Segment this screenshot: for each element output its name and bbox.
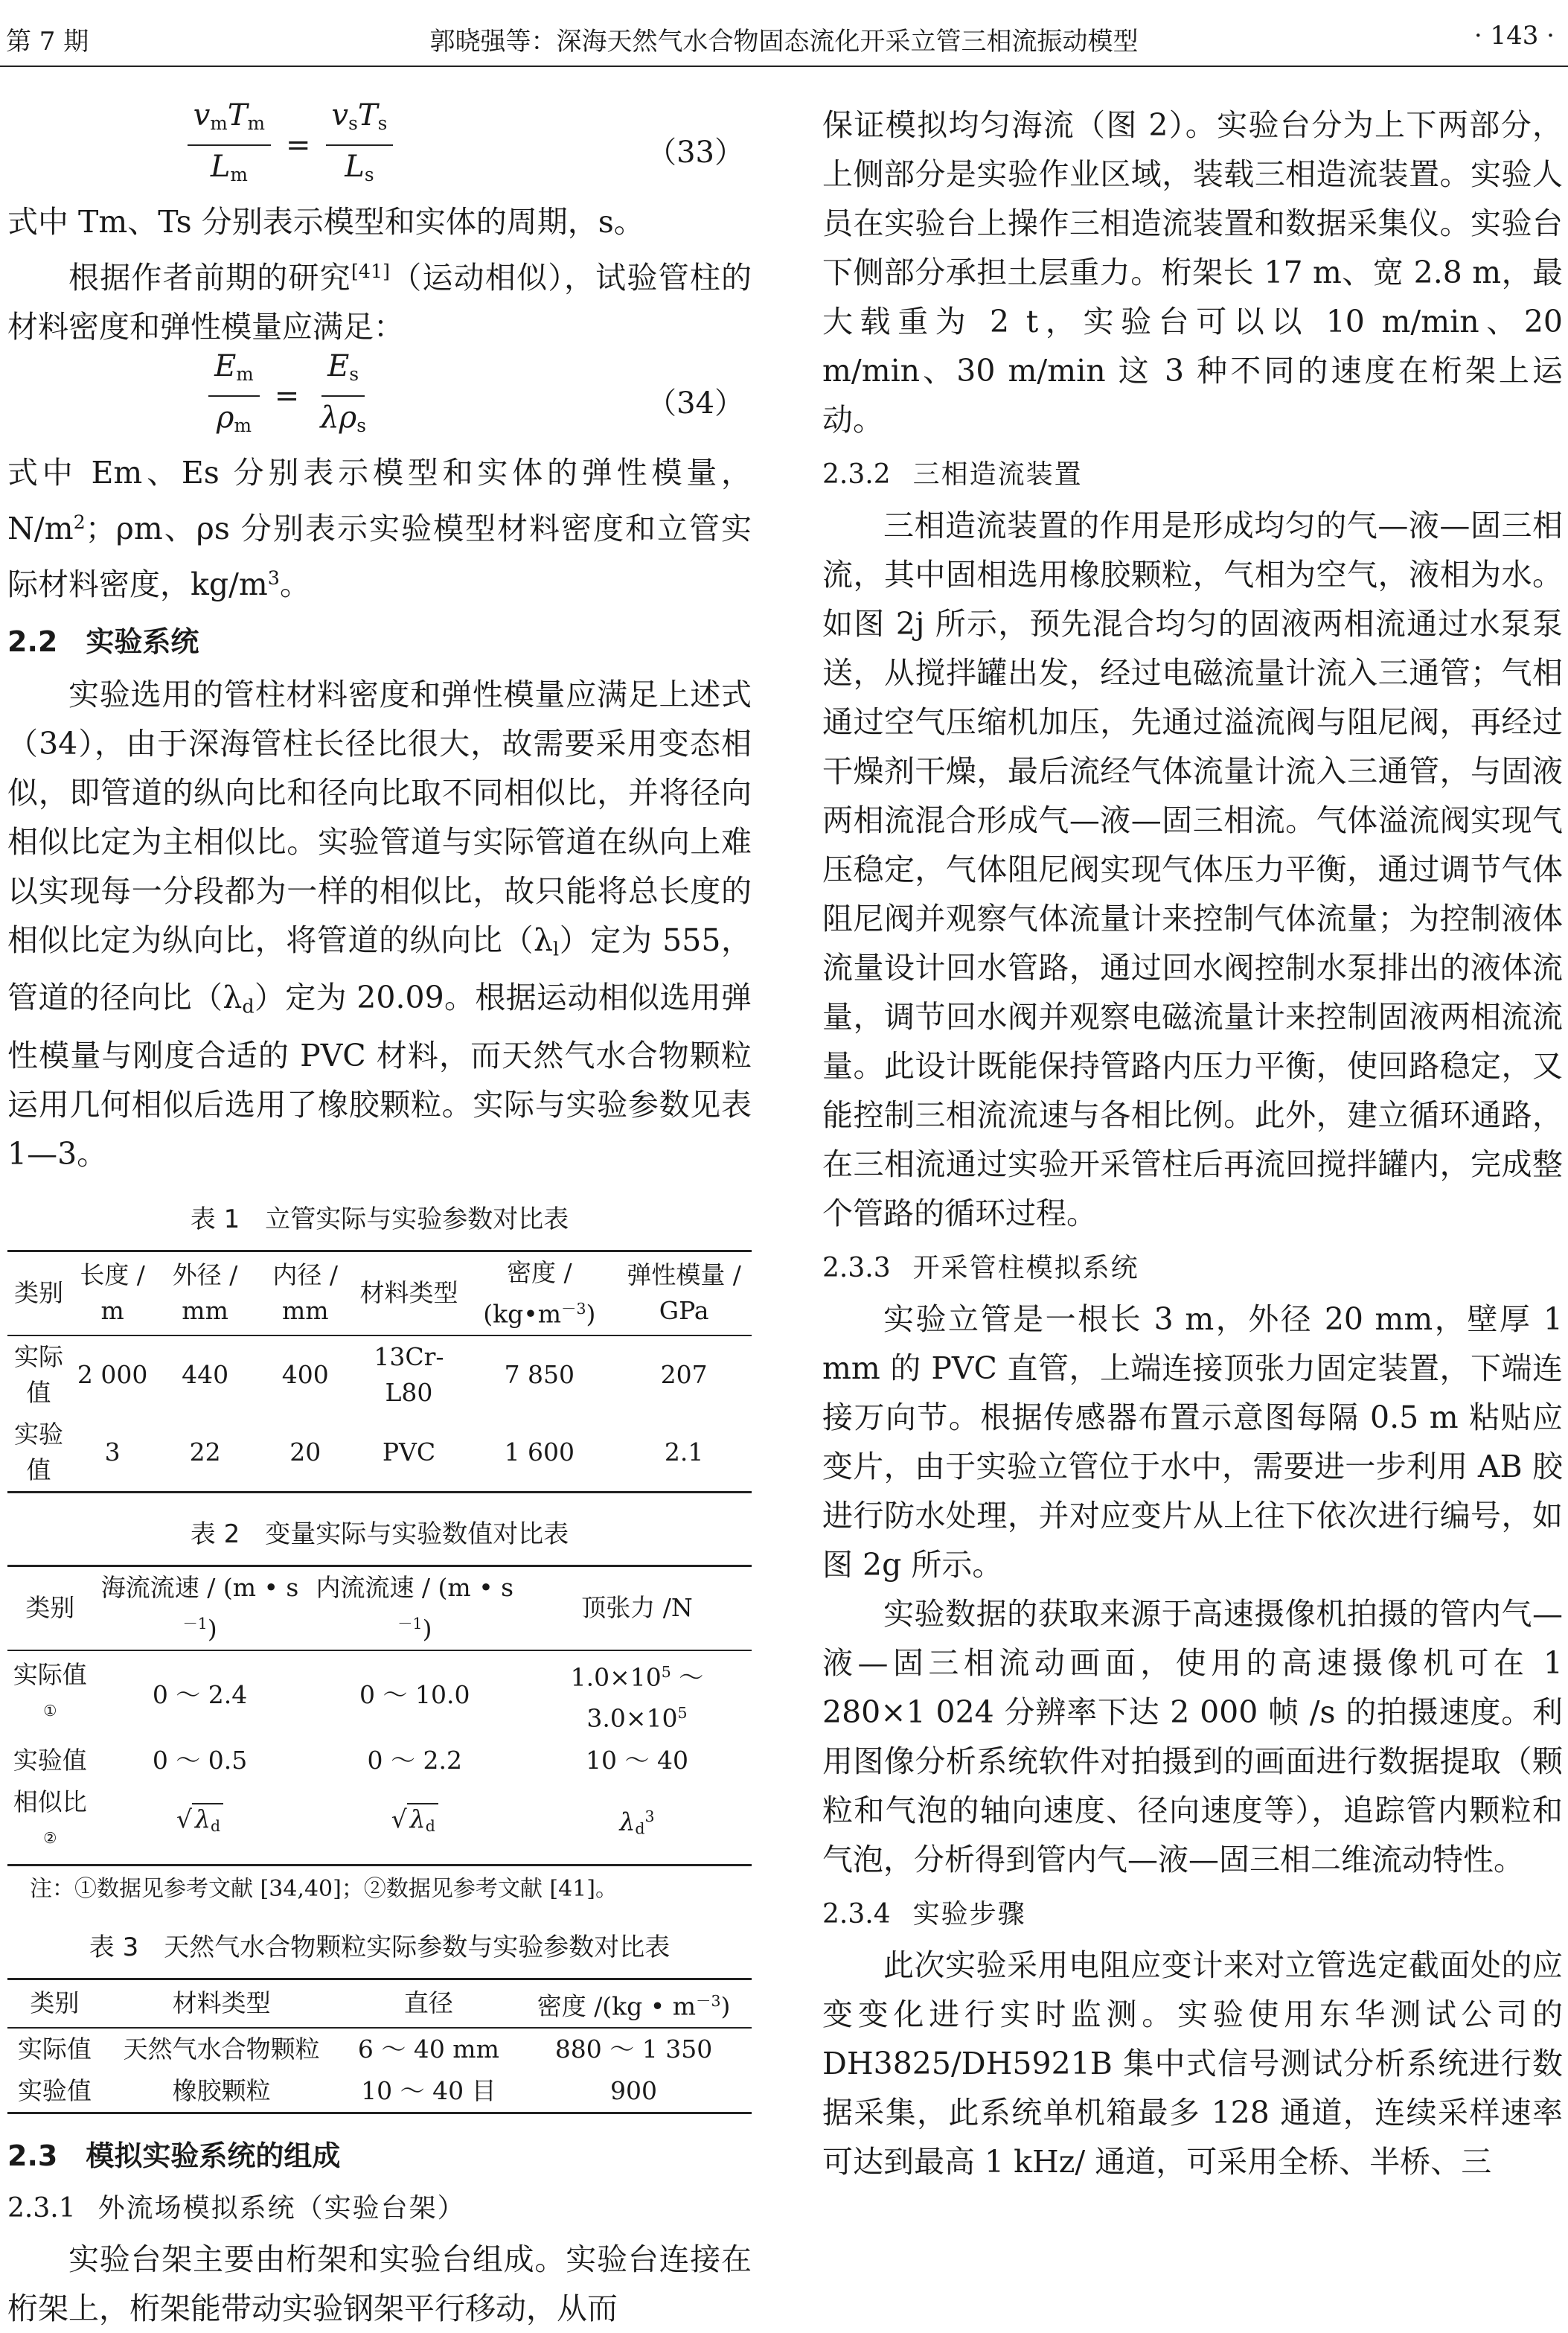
equation-33: $\frac{v_mT_m}{L_m}$ = $\frac{v_sT_s}{L_s}$ （33） [7, 100, 752, 190]
paragraph-after-eq34: 式中 Em、Es 分别表示模型和实体的弹性模量，$N/m^2$；ρm、ρs 分别表示实验模型材料密度和立管实际材料密度，$kg/m^3$。 [7, 454, 752, 602]
section-2-3-heading: 2.3 模拟实验系统的组成 [7, 2139, 341, 2173]
table-row: 相似比② √ $\lambda_d$ √ $\lambda_d$ $\lambda_d^3$ [7, 1781, 752, 1866]
table-header-cell: 海流流速 / (m • $s^{-1}$) [93, 1566, 307, 1650]
table-row: 实验值 3 22 20 PVC 1 600 2.1 [7, 1414, 752, 1493]
table-1-caption: 表 1 立管实际与实验参数对比表 [190, 1204, 569, 1234]
header-rule [0, 66, 1568, 67]
section-2-3-2-heading: 2.3.2 三相造流装置 [822, 459, 1083, 490]
right-column [822, 100, 1563, 2186]
section-2-3-3-heading: 2.3.3 开采管柱模拟系统 [822, 1253, 1139, 1283]
table-header-cell: 长度 / m [70, 1251, 155, 1335]
section-2-3-1-heading: 2.3.1 外流场模拟系统（实验台架） [7, 2193, 466, 2224]
paragraph-2-3-1: 实验台架主要由桁架和实验台组成。实验台连接在桁架上，桁架能带动实验钢架平行移动，从而 [7, 2241, 752, 2327]
paragraph-intro-eq34: 根据作者前期的研究[41]（运动相似），试验管柱的材料密度和弹性模量应满足： [7, 259, 752, 345]
paragraph-2-3-2: 三相造流装置的作用是形成均匀的气—液—固三相流，其中固相选用橡胶颗粒，气相为空气，液相为水。如图 2j 所示，预先混合均匀的固液两相流通过水泵泵送，从搅拌罐出发，经过电磁流量计流入三通管；气相通过空气压缩机加压，先通过溢流阀与阻尼阀，再经过干燥剂干燥，最后流经气体流量计流入三通管，与固液两相流混合形成气—液—固三相流。气体溢流阀实现气压稳定，气体阻尼阀实现气体压力平衡，通过调节气体阻尼阀并观察气体流量计来控制气体流量；为控制液体流量设计回水管路，通过回水阀控制水泵排出的液体流量，调节回水阀并观察电磁流量计来控制固液两相流流量。此设计既能保持管路内压力平衡，使回路稳定，又能控制三相流流速与各相比例。此外，建立循环通路，在三相流通过实验开采管柱后再流回搅拌罐内，完成整个管路的循环过程。 [822, 508, 1563, 1231]
table-header-cell: 外径 / mm [155, 1251, 255, 1335]
table-header-cell: 内流流速 / (m • $s^{-1}$) [307, 1566, 522, 1650]
table-2 [7, 1565, 752, 1866]
table-header-cell: 类别 [7, 1979, 102, 2028]
paragraph-2-3-1-continued: 保证模拟均匀海流（图 2）。实验台分为上下两部分，上侧部分是实验作业区域，装载三相造流装置。实验人员在实验台上操作三相造流装置和数据采集仪。实验台下侧部分承担土层重力。桁架长 17 m、宽 2.8 m，最大载重为 2 t，实验台可以以 10 m/min、20 m/min、30 m/min 这 3 种不同的速度在桁架上运动。 [822, 107, 1563, 438]
table-header-cell: 类别 [7, 1251, 70, 1335]
table-row: 实验值 0 ～ 0.5 0 ～ 2.2 10 ～ 40 [13, 1745, 688, 1775]
table-header-cell: 密度 / $(kg•m^{-3})$ [462, 1251, 616, 1335]
table-3 [7, 1978, 752, 2114]
citation: [41] [351, 260, 391, 282]
table-header-cell: 材料类型 [356, 1251, 463, 1335]
table-header-cell: 顶张力 /N [522, 1566, 752, 1650]
running-title: 郭晓强等：深海天然气水合物固态流化开采立管三相流振动模型 [429, 27, 1139, 57]
table-row: 实际值 天然气水合物颗粒 6 ～ 40 mm 880 ～ 1 350 [17, 2034, 713, 2064]
table-header-cell: 直径 [342, 1979, 516, 2028]
table-row: 实际值 2 000 440 400 13Cr-L80 7 850 207 [14, 1341, 708, 1407]
page-header [0, 0, 1568, 68]
paragraph-2-2: 实验选用的管柱材料密度和弹性模量应满足上述式（34），由于深海管柱长径比很大，故需要采用变态相似，即管道的纵向比和径向比取不同相似比，并将径向相似比定为主相似比。实验管道与实际管道在纵向上难以实现每一分段都为一样的相似比，故只能将总长度的相似比定为纵向比，将管道的纵向比$(\lambda_l)$定为 555，管道的径向比$(\lambda_d)$定为 20.09。根据运动相似选用弹性模量与刚度合适的 PVC 材料，而天然气水合物颗粒运用几何相似后选用了橡胶颗粒。实际与实验参数见表 1—3。 [7, 676, 752, 1172]
left-column [7, 100, 752, 2333]
table-header-cell: 内径 / mm [255, 1251, 356, 1335]
table-row: 实际值① 0 ～ 2.4 0 ～ 10.0 $1.0\times 10^5$ ～ $3.0\times 10^5$ [13, 1659, 704, 1733]
table-1 [7, 1250, 752, 1493]
table-3-caption: 表 3 天然气水合物颗粒实际参数与实验参数对比表 [89, 1932, 671, 1962]
equation-33-number: （33） [647, 135, 744, 170]
table-header-cell: 类别 [7, 1566, 93, 1650]
paragraph-2-3-3-a: 实验立管是一根长 3 m，外径 20 mm，壁厚 1 mm 的 PVC 直管，上端连接顶张力固定装置，下端连接万向节。根据传感器布置示意图每隔 0.5 m 粘贴应变片，由于实验立管位于水中，需要进一步利用 AB 胶进行防水处理，并对应变片从上往下依次进行编号，如图 2g 所示。 [822, 1301, 1563, 1583]
table-header-cell: 材料类型 [102, 1979, 342, 2028]
paragraph-2-3-3-b: 实验数据的获取来源于高速摄像机拍摄的管内气—液—固三相流动画面，使用的高速摄像机可在 1 280×1 024 分辨率下达 2 000 帧 /s 的拍摄速度。利用图像分析系统软件对拍摄到的画面进行数据提取（颗粒和气泡的轴向速度、径向速度等），追踪管内颗粒和气泡，分析得到管内气—液—固三相二维流动特性。 [822, 1596, 1563, 1877]
section-2-2-heading: 2.2 实验系统 [7, 625, 199, 658]
table-header-cell: 弹性模量 / GPa [616, 1251, 752, 1335]
paragraph-2-3-4: 此次实验采用电阻应变计来对立管选定截面处的应变变化进行实时监测。实验使用东华测试公司的 DH3825/DH5921B 集中式信号测试分析系统进行数据采集，此系统单机箱最多 128 通道，连续采样速率可达到最高 1 kHz/ 通道，可采用全桥、半桥、三 [822, 1947, 1563, 2180]
table-header-cell: 密度 /(kg • $m^{-3}$) [516, 1979, 752, 2028]
paragraph-after-eq33: 式中 Tm、Ts 分别表示模型和实体的周期，s。 [7, 204, 644, 240]
page-number: · 143 · [1473, 21, 1555, 51]
table-2-caption: 表 2 变量实际与实验数值对比表 [190, 1519, 569, 1549]
equation-34: $\frac{E_m}{\rho_m}$ = $\frac{E_s}{\lambda\rho_s}$ （34） [7, 351, 752, 441]
table-row: 实验值 橡胶颗粒 10 ～ 40 目 900 [7, 2070, 752, 2113]
equation-34-number: （34） [647, 386, 744, 421]
section-2-3-4-heading: 2.3.4 实验步骤 [822, 1899, 1026, 1930]
issue-number: 第 7 期 [6, 27, 89, 57]
table-2-note: 注：①数据见参考文献 [34,40]；②数据见参考文献 [41]。 [30, 1875, 618, 1902]
